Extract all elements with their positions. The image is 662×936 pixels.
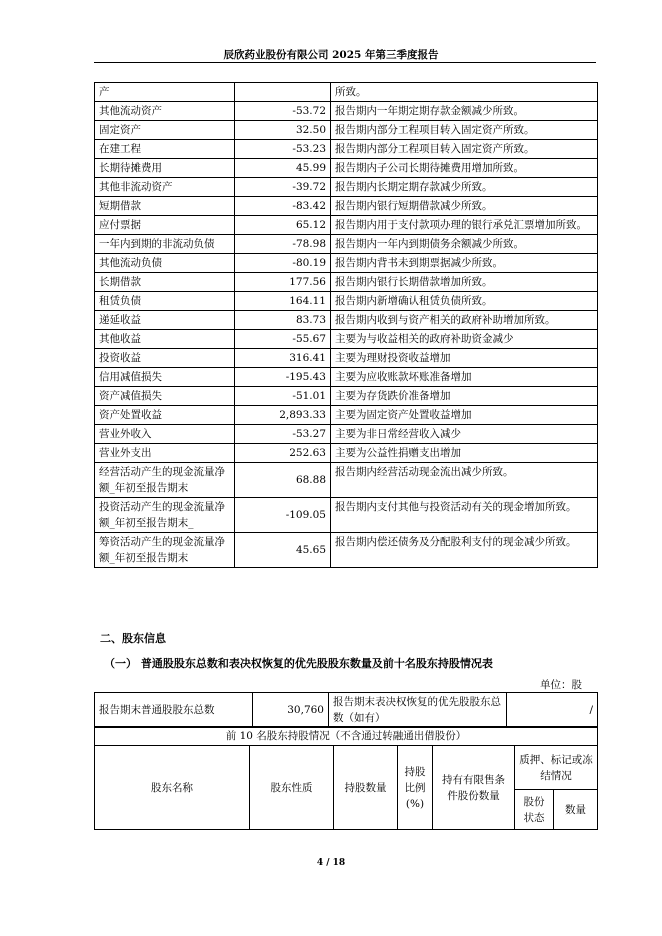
reason-text-cell: 主要为固定资产处置收益增加 — [331, 406, 598, 425]
reason-text-cell: 报告期内子公司长期待摊费用增加所致。 — [331, 159, 598, 178]
column-header-nature: 股东性质 — [250, 746, 334, 830]
column-header-pledge: 质押、标记或冻结情况 — [515, 746, 598, 790]
reason-change-cell: -83.42 — [235, 197, 331, 216]
reason-change-cell: -51.01 — [235, 387, 331, 406]
reason-item-cell: 短期借款 — [95, 197, 235, 216]
reason-text-cell: 报告期内部分工程项目转入固定资产所致。 — [331, 140, 598, 159]
reason-row — [95, 235, 598, 254]
reason-text-cell: 报告期内一年内到期债务余额减少所致。 — [331, 235, 598, 254]
total-holders-value: 30,760 — [253, 693, 329, 728]
reason-item-cell: 长期借款 — [95, 273, 235, 292]
reason-change-cell: 68.88 — [235, 463, 331, 498]
reason-item-cell: 其他流动负债 — [95, 254, 235, 273]
subsection-title: （一） 普通股股东总数和表决权恢复的优先股股东数量及前十名股东持股情况表 — [104, 657, 493, 670]
reason-change-cell: 45.99 — [235, 159, 331, 178]
reason-row — [95, 102, 598, 121]
shareholder-summary-row — [95, 693, 598, 728]
page-number: 4 / 18 — [316, 858, 346, 868]
reason-change-cell: 83.73 — [235, 311, 331, 330]
reason-change-cell: 2,893.33 — [235, 406, 331, 425]
reason-change-cell: -39.72 — [235, 178, 331, 197]
total-holders-label: 报告期末普通股股东总数 — [95, 693, 253, 728]
reason-item-cell: 资产处置收益 — [95, 406, 235, 425]
reason-text-cell: 报告期内偿还债务及分配股利支付的现金减少所致。 — [331, 533, 598, 568]
column-header-pledge-status: 股份状态 — [515, 790, 554, 830]
reason-row — [95, 387, 598, 406]
reason-item-cell: 租赁负债 — [95, 292, 235, 311]
reason-item-cell: 在建工程 — [95, 140, 235, 159]
reason-item-cell: 其他非流动资产 — [95, 178, 235, 197]
reason-text-cell: 主要为应收账款坏账准备增加 — [331, 368, 598, 387]
reason-row — [95, 273, 598, 292]
reason-text-cell: 报告期内一年期定期存款金额减少所致。 — [331, 102, 598, 121]
reason-text-cell: 报告期内部分工程项目转入固定资产所致。 — [331, 121, 598, 140]
reason-row — [95, 498, 598, 533]
reason-change-cell: -53.27 — [235, 425, 331, 444]
preferred-holders-label: 报告期末表决权恢复的优先股股东总数（如有） — [329, 693, 507, 728]
header-divider — [94, 62, 596, 63]
reason-item-cell: 筹资活动产生的现金流量净额_年初至报告期末 — [95, 533, 235, 568]
column-header-restricted: 持有有限售条件股份数量 — [433, 746, 515, 830]
reason-row — [95, 83, 598, 102]
reason-change-cell: 32.50 — [235, 121, 331, 140]
reason-item-cell: 资产减值损失 — [95, 387, 235, 406]
reason-text-cell: 主要为理财投资收益增加 — [331, 349, 598, 368]
reason-row — [95, 178, 598, 197]
reason-change-cell: 65.12 — [235, 216, 331, 235]
reason-text-cell: 主要为存货跌价准备增加 — [331, 387, 598, 406]
reason-text-cell: 主要为公益性捐赠支出增加 — [331, 444, 598, 463]
reason-row — [95, 292, 598, 311]
reason-change-cell: -80.19 — [235, 254, 331, 273]
reason-text-cell: 报告期内背书未到期票据减少所致。 — [331, 254, 598, 273]
reason-item-cell: 产 — [95, 83, 235, 102]
reason-row — [95, 444, 598, 463]
reason-text-cell: 主要为与收益相关的政府补助资金减少 — [331, 330, 598, 349]
reason-item-cell: 营业外收入 — [95, 425, 235, 444]
reason-text-cell: 报告期内收到与资产相关的政府补助增加所致。 — [331, 311, 598, 330]
top10-shareholders-table — [94, 726, 598, 830]
reason-change-cell: -53.23 — [235, 140, 331, 159]
reason-change-cell: 177.56 — [235, 273, 331, 292]
reason-item-cell: 投资收益 — [95, 349, 235, 368]
reason-item-cell: 一年内到期的非流动负债 — [95, 235, 235, 254]
reason-change-cell — [235, 83, 331, 102]
shareholder-summary-table — [94, 692, 598, 728]
reason-text-cell: 报告期内用于支付款项办理的银行承兑汇票增加所致。 — [331, 216, 598, 235]
reason-item-cell: 应付票据 — [95, 216, 235, 235]
change-reason-table-body — [95, 83, 598, 568]
reason-item-cell: 固定资产 — [95, 121, 235, 140]
reason-text-cell: 报告期内长期定期存款减少所致。 — [331, 178, 598, 197]
reason-change-cell: 316.41 — [235, 349, 331, 368]
reason-row — [95, 368, 598, 387]
reason-row — [95, 349, 598, 368]
reason-change-cell: -78.98 — [235, 235, 331, 254]
reason-change-cell: -53.72 — [235, 102, 331, 121]
change-reason-table — [94, 82, 598, 568]
unit-label: 单位：股 — [540, 679, 582, 691]
reason-row — [95, 197, 598, 216]
reason-row — [95, 533, 598, 568]
reason-item-cell: 其他收益 — [95, 330, 235, 349]
column-header-name: 股东名称 — [95, 746, 250, 830]
reason-change-cell: -55.67 — [235, 330, 331, 349]
reason-item-cell: 其他流动资产 — [95, 102, 235, 121]
column-header-shares: 持股数量 — [334, 746, 398, 830]
top10-caption: 前 10 名股东持股情况（不含通过转融通出借股份） — [95, 727, 598, 746]
reason-row — [95, 425, 598, 444]
reason-text-cell: 报告期内新增确认租赁负债所致。 — [331, 292, 598, 311]
reason-change-cell: 45.65 — [235, 533, 331, 568]
top10-header-row — [95, 746, 598, 790]
reason-text-cell: 主要为非日常经营收入减少 — [331, 425, 598, 444]
reason-change-cell: 252.63 — [235, 444, 331, 463]
reason-item-cell: 营业外支出 — [95, 444, 235, 463]
reason-row — [95, 216, 598, 235]
reason-row — [95, 140, 598, 159]
reason-change-cell: 164.11 — [235, 292, 331, 311]
reason-item-cell: 投资活动产生的现金流量净额_年初至报告期末_ — [95, 498, 235, 533]
reason-row — [95, 406, 598, 425]
reason-item-cell: 经营活动产生的现金流量净额_年初至报告期末 — [95, 463, 235, 498]
reason-text-cell: 报告期内银行长期借款增加所致。 — [331, 273, 598, 292]
reason-row — [95, 121, 598, 140]
reason-row — [95, 254, 598, 273]
reason-row — [95, 311, 598, 330]
preferred-holders-value: / — [507, 693, 598, 728]
column-header-ratio: 持股比例(%) — [398, 746, 433, 830]
top10-caption-row — [95, 727, 598, 746]
reason-item-cell: 信用减值损失 — [95, 368, 235, 387]
reason-item-cell: 递延收益 — [95, 311, 235, 330]
reason-text-cell: 报告期内银行短期借款减少所致。 — [331, 197, 598, 216]
reason-change-cell: -195.43 — [235, 368, 331, 387]
reason-text-cell: 报告期内支付其他与投资活动有关的现金增加所致。 — [331, 498, 598, 533]
reason-item-cell: 长期待摊费用 — [95, 159, 235, 178]
page-header: 辰欣药业股份有限公司 2025 年第三季度报告 — [223, 49, 439, 61]
column-header-pledge-qty: 数量 — [554, 790, 598, 830]
reason-row — [95, 159, 598, 178]
reason-text-cell: 所致。 — [331, 83, 598, 102]
section-title: 二、股东信息 — [100, 632, 166, 645]
reason-change-cell: -109.05 — [235, 498, 331, 533]
reason-row — [95, 463, 598, 498]
reason-row — [95, 330, 598, 349]
reason-text-cell: 报告期内经营活动现金流出减少所致。 — [331, 463, 598, 498]
